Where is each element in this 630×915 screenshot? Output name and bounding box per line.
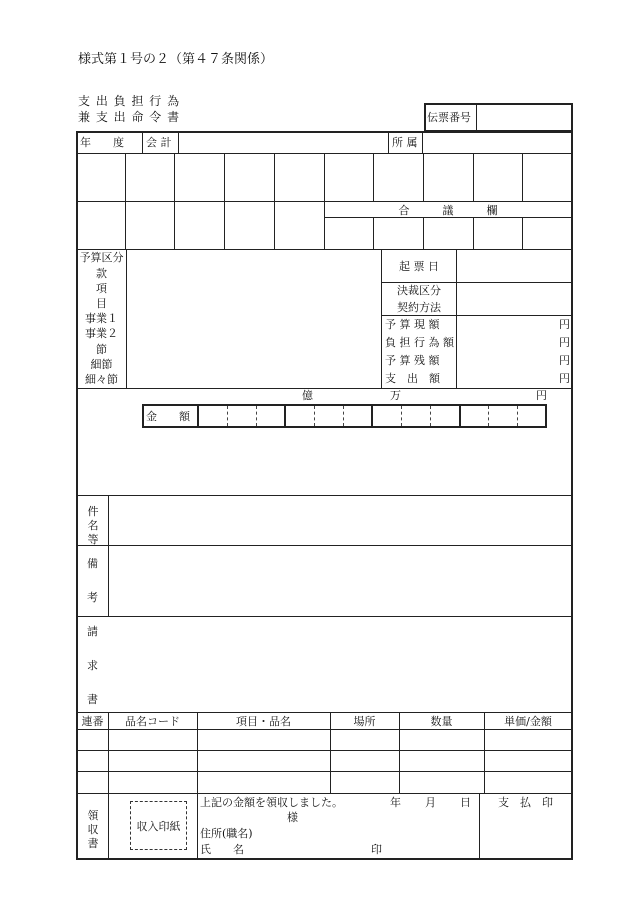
budget-kan-label: 款	[96, 267, 107, 280]
yen-unit-2: 円	[559, 336, 570, 349]
doc-title-line1: 支 出 負 担 行 為	[78, 94, 181, 108]
remarks-label-2: 考	[87, 591, 98, 604]
budget-project2-label: 事業２	[85, 327, 118, 340]
revenue-stamp-label: 収入印紙	[136, 820, 181, 833]
contract-method-label: 契約方法	[397, 301, 441, 314]
date-year-label: 年	[390, 796, 401, 809]
budget-current-label: 予 算 現 額	[385, 318, 440, 331]
budget-project1-label: 事業１	[85, 312, 118, 325]
budget-kou-label: 項	[96, 282, 107, 295]
amount-label: 金 額	[146, 410, 190, 423]
unit-en: 円	[536, 389, 547, 402]
col-item-code-header: 品名コード	[125, 715, 180, 728]
unit-oku: 億	[302, 389, 313, 402]
burden-amount-label: 負 担 行 為 額	[385, 336, 454, 349]
form-number-title: 様式第１号の２（第４７条関係）	[78, 52, 274, 67]
doc-title-line2: 兼 支 出 命 令 書	[78, 110, 181, 124]
budget-remaining-label: 予 算 残 額	[385, 354, 440, 367]
budget-saisetsu-label: 細節	[90, 358, 113, 371]
budget-class-label: 予算区分	[79, 251, 124, 264]
account-label: 会 計	[146, 136, 172, 149]
yen-unit-4: 円	[559, 372, 570, 385]
invoice-label-1: 請	[87, 625, 98, 638]
budget-moku-label: 目	[96, 297, 107, 310]
name-label: 氏 名	[200, 843, 244, 856]
payment-seal-label: 支 払 印	[498, 796, 553, 809]
budget-setsu-label: 節	[96, 343, 107, 356]
remarks-label-1: 備	[87, 557, 98, 570]
unit-man: 万	[390, 389, 401, 402]
draft-date-label: 起 票 日	[399, 260, 439, 273]
col-quantity-header: 数量	[430, 715, 453, 728]
department-label: 所 属	[392, 136, 418, 149]
seal-label: 印	[371, 843, 382, 856]
amount-box[interactable]	[142, 404, 547, 428]
address-label: 住所(職名)	[200, 827, 253, 840]
sama-label: 様	[287, 811, 298, 824]
yen-unit-1: 円	[559, 318, 570, 331]
subject-label: 件名等	[87, 505, 99, 546]
invoice-label-2: 求	[87, 659, 98, 672]
payment-amount-label: 支 出 額	[385, 372, 440, 385]
yen-unit-3: 円	[559, 354, 570, 367]
council-label: 合 議 欄	[398, 204, 498, 217]
col-price-header: 単価/金額	[504, 715, 552, 728]
col-serial-header: 連番	[81, 715, 104, 728]
decision-type-label: 決裁区分	[397, 284, 441, 297]
received-text: 上記の金額を領収しました。	[200, 796, 343, 809]
voucher-number-label: 伝票番号	[427, 111, 471, 124]
date-month-label: 月	[425, 796, 436, 809]
budget-saisaisetsu-label: 細々節	[85, 373, 118, 386]
col-location-header: 場所	[353, 715, 376, 728]
fiscal-year-label: 年 度	[80, 136, 124, 149]
receipt-label: 領収書	[87, 809, 99, 850]
date-day-label: 日	[460, 796, 471, 809]
invoice-label-3: 書	[87, 693, 98, 706]
col-item-name-header: 項目・品名	[236, 715, 291, 728]
